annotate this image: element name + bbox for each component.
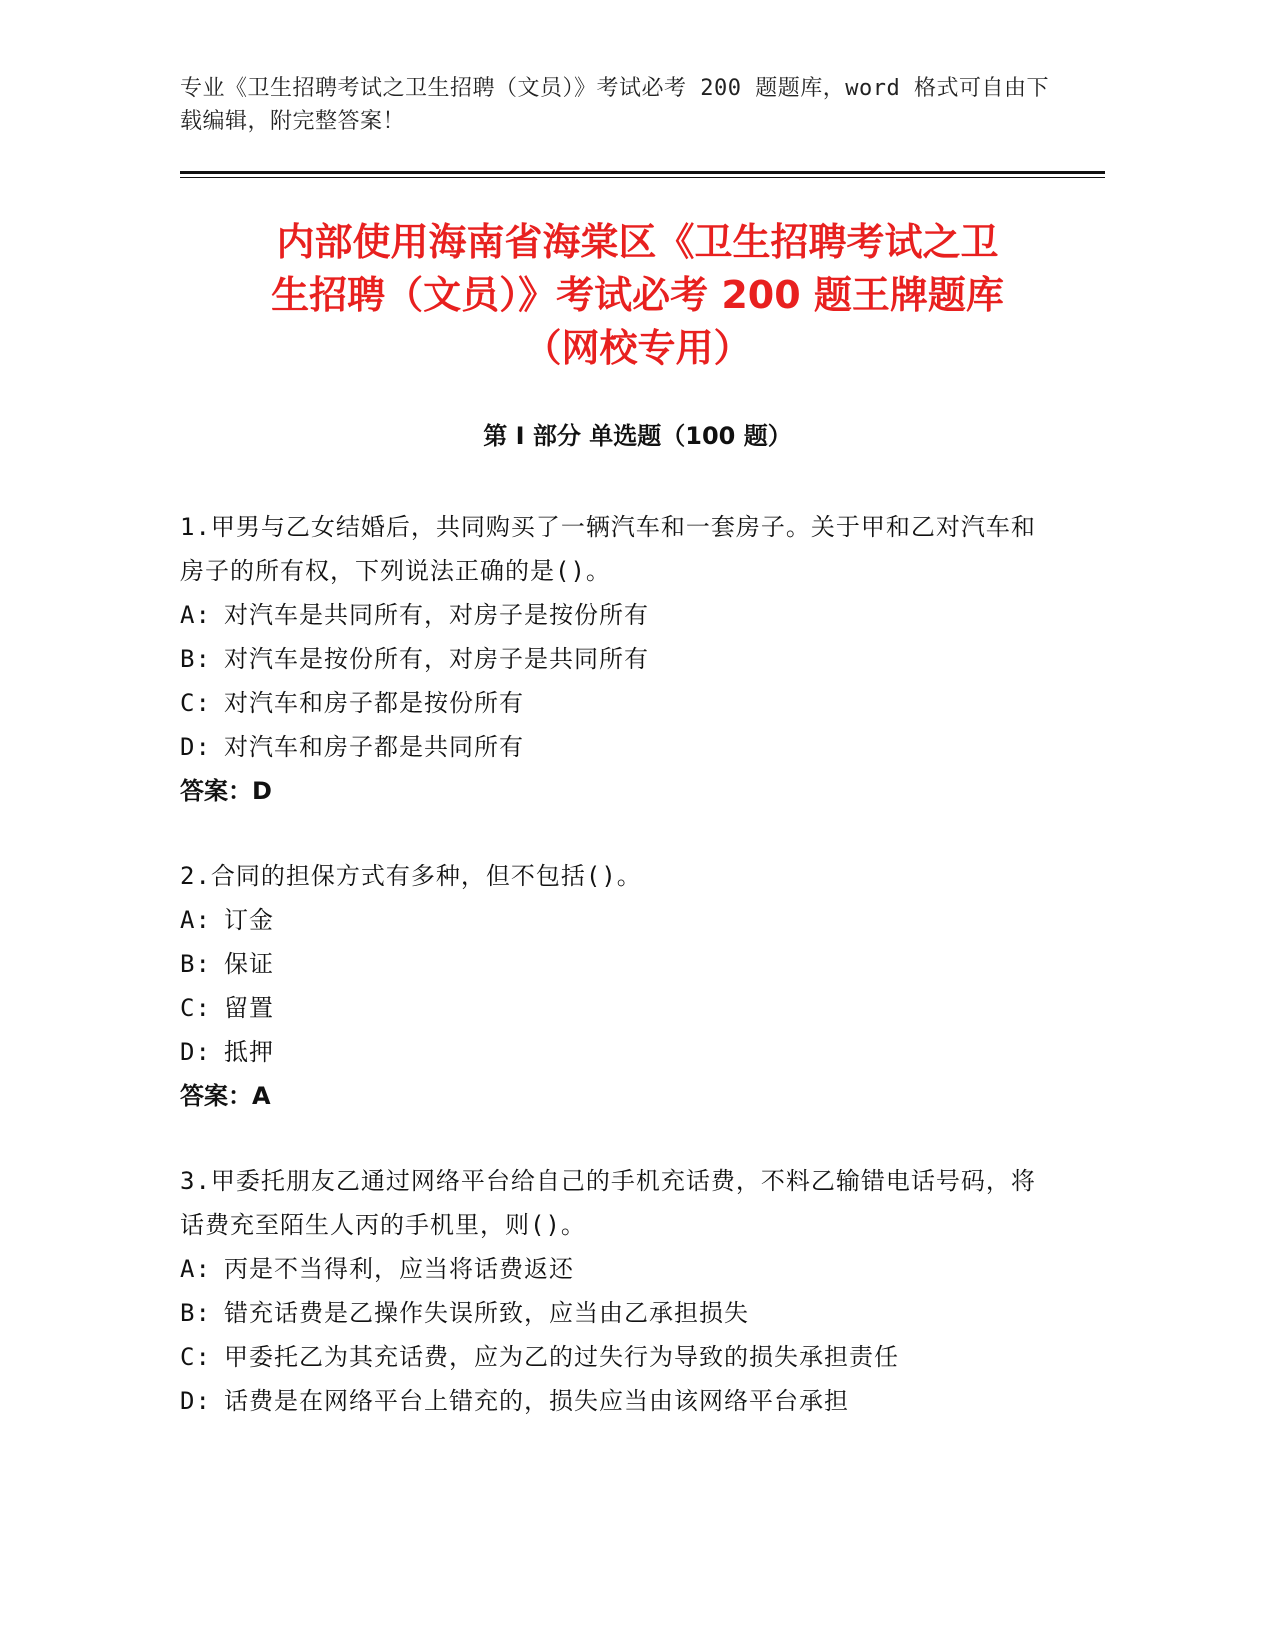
- option-c: [180, 986, 1060, 1030]
- question-2: [180, 854, 1060, 1118]
- option-letter: C:: [180, 1343, 211, 1371]
- option-letter: B:: [180, 645, 211, 673]
- title-line-3: （网校专用）: [523, 326, 752, 370]
- option-b: [180, 942, 1060, 986]
- title-line-1: 内部使用海南省海棠区《卫生招聘考试之卫: [276, 220, 999, 264]
- option-a: [180, 898, 1060, 942]
- section-heading: 第 I 部分 单选题（100 题）: [483, 422, 792, 450]
- option-letter: C:: [180, 994, 211, 1022]
- option-letter: C:: [180, 689, 211, 717]
- header-rule-thin: [180, 177, 1105, 178]
- option-text: 丙是不当得利，应当将话费返还: [224, 1255, 574, 1283]
- option-letter: D:: [180, 733, 211, 761]
- question-1: [180, 505, 1060, 813]
- question-list: [180, 505, 1060, 1464]
- option-letter: A:: [180, 601, 211, 629]
- answer: 答案：A: [180, 1082, 271, 1110]
- option-text: 对汽车和房子都是共同所有: [224, 733, 524, 761]
- option-d: [180, 1030, 1060, 1074]
- option-text: 甲委托乙为其充话费，应为乙的过失行为导致的损失承担责任: [224, 1343, 899, 1371]
- question-3: [180, 1159, 1060, 1423]
- header-note: 专业《卫生招聘考试之卫生招聘（文员）》考试必考 200 题题库，word 格式可自由下载编辑，附完整答案！: [180, 76, 1049, 134]
- option-d: [180, 1379, 1060, 1423]
- option-text: 话费是在网络平台上错充的，损失应当由该网络平台承担: [224, 1387, 849, 1415]
- option-a: [180, 1247, 1060, 1291]
- option-text: 对汽车和房子都是按份所有: [224, 689, 524, 717]
- option-text: 抵押: [224, 1038, 274, 1066]
- title-line-2: 生招聘（文员）》考试必考 200 题王牌题库: [271, 273, 1004, 317]
- option-a: [180, 593, 1060, 637]
- question-stem: 3.甲委托朋友乙通过网络平台给自己的手机充话费，不料乙输错电话号码，将话费充至陌生人丙的手机里，则()。: [180, 1167, 1036, 1239]
- option-text: 保证: [224, 950, 274, 978]
- option-letter: B:: [180, 950, 211, 978]
- option-letter: A:: [180, 906, 211, 934]
- option-text: 对汽车是按份所有，对房子是共同所有: [224, 645, 649, 673]
- question-stem: 1.甲男与乙女结婚后，共同购买了一辆汽车和一套房子。关于甲和乙对汽车和房子的所有权，下列说法正确的是()。: [180, 513, 1036, 585]
- option-letter: B:: [180, 1299, 211, 1327]
- option-letter: A:: [180, 1255, 211, 1283]
- question-stem: 2.合同的担保方式有多种，但不包括()。: [180, 862, 642, 890]
- option-letter: D:: [180, 1387, 211, 1415]
- option-c: [180, 681, 1060, 725]
- header-rule-thick: [180, 171, 1105, 174]
- document-title: [180, 216, 1095, 375]
- option-text: 留置: [224, 994, 274, 1022]
- option-letter: D:: [180, 1038, 211, 1066]
- option-text: 错充话费是乙操作失误所致，应当由乙承担损失: [224, 1299, 749, 1327]
- answer: 答案：D: [180, 777, 272, 805]
- option-b: [180, 1291, 1060, 1335]
- option-b: [180, 637, 1060, 681]
- option-text: 对汽车是共同所有，对房子是按份所有: [224, 601, 649, 629]
- option-c: [180, 1335, 1060, 1379]
- option-text: 订金: [224, 906, 274, 934]
- option-d: [180, 725, 1060, 769]
